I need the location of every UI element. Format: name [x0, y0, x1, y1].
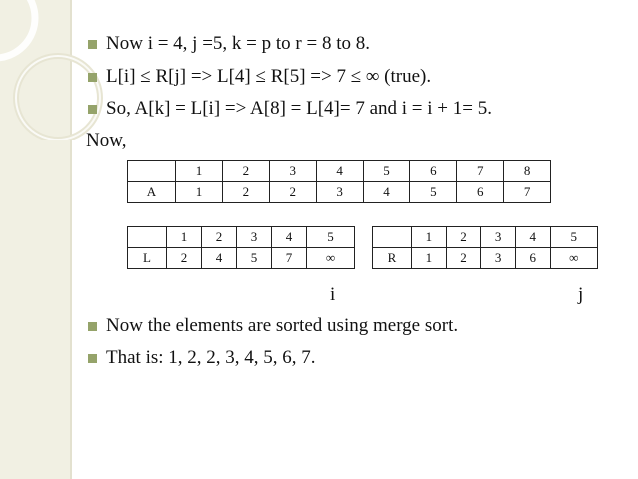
- bullet-text-2: L[i] ≤ R[j] => L[4] ≤ R[5] => 7 ≤ ∞ (true).: [106, 66, 432, 87]
- bullet-text-4: Now the elements are sorted using merge sort.: [106, 315, 459, 336]
- array-r-header-cell: 2: [446, 227, 481, 248]
- array-l-cell: 5: [237, 248, 272, 269]
- array-a-cell: 3: [316, 182, 363, 203]
- bullet-icon: [88, 40, 97, 49]
- array-r-cell: 2: [446, 248, 481, 269]
- array-a-header-cell: 7: [457, 161, 504, 182]
- array-l-cell: 2: [167, 248, 202, 269]
- array-l-header-cell: 4: [272, 227, 307, 248]
- array-r-cell: ∞: [550, 248, 598, 269]
- array-a-table: [127, 160, 551, 203]
- array-l-table: [127, 226, 355, 269]
- array-a-cell: 2: [222, 182, 269, 203]
- array-a-header-row: [128, 161, 551, 182]
- array-a-header-cell: 6: [410, 161, 457, 182]
- array-r-header-cell: 3: [481, 227, 516, 248]
- bullet-icon: [88, 322, 97, 331]
- array-r-header-cell: 4: [515, 227, 550, 248]
- now-label: Now,: [86, 130, 127, 151]
- array-r-table: [372, 226, 598, 269]
- array-a-value-row: [128, 182, 551, 203]
- array-a-header-cell: 1: [176, 161, 223, 182]
- array-r-cell: 3: [481, 248, 516, 269]
- array-l-cell: 7: [272, 248, 307, 269]
- bullet-text-1: Now i = 4, j =5, k = p to r = 8 to 8.: [106, 33, 370, 54]
- bullet-text-5: That is: 1, 2, 2, 3, 4, 5, 6, 7.: [106, 347, 316, 368]
- bullet-icon: [88, 73, 97, 82]
- array-a-cell: 4: [363, 182, 410, 203]
- array-l-header-cell: 1: [167, 227, 202, 248]
- bullet-icon: [88, 354, 97, 363]
- array-l-header-cell: 5: [307, 227, 355, 248]
- pointer-j: j: [578, 284, 584, 305]
- array-r-header-cell: [373, 227, 412, 248]
- array-r-cell: 1: [412, 248, 447, 269]
- array-l-header-row: [128, 227, 355, 248]
- array-a-header-cell: 8: [504, 161, 551, 182]
- array-l-label: L: [128, 248, 167, 269]
- array-a-header-cell: 5: [363, 161, 410, 182]
- array-r-header-cell: 5: [550, 227, 598, 248]
- array-a-header-cell: [128, 161, 176, 182]
- array-a-cell: 6: [457, 182, 504, 203]
- array-l-header-cell: [128, 227, 167, 248]
- array-r-label: R: [373, 248, 412, 269]
- array-a-cell: 2: [269, 182, 316, 203]
- array-l-value-row: [128, 248, 355, 269]
- bullet-text-3: So, A[k] = L[i] => A[8] = L[4]= 7 and i = i + 1= 5.: [106, 98, 492, 119]
- array-a-cell: 5: [410, 182, 457, 203]
- array-a-header-cell: 4: [316, 161, 363, 182]
- pointer-i: i: [330, 284, 336, 305]
- array-a-label: A: [128, 182, 176, 203]
- array-r-header-row: [373, 227, 598, 248]
- array-a-cell: 1: [176, 182, 223, 203]
- array-a-cell: 7: [504, 182, 551, 203]
- array-r-header-cell: 1: [412, 227, 447, 248]
- array-r-value-row: [373, 248, 598, 269]
- array-a-header-cell: 2: [222, 161, 269, 182]
- array-a-header-cell: 3: [269, 161, 316, 182]
- array-r-cell: 6: [515, 248, 550, 269]
- array-l-cell: 4: [202, 248, 237, 269]
- array-l-header-cell: 2: [202, 227, 237, 248]
- array-l-cell: ∞: [307, 248, 355, 269]
- bullet-icon: [88, 105, 97, 114]
- array-l-header-cell: 3: [237, 227, 272, 248]
